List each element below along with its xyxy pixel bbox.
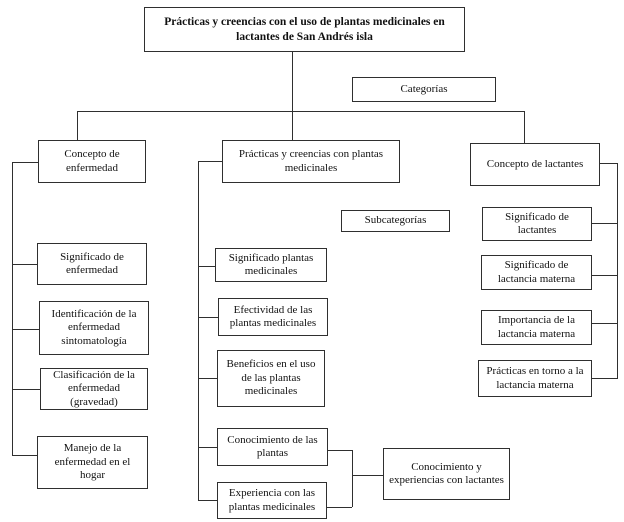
connector-plants-child-5 bbox=[198, 500, 217, 501]
connector-main-horizontal bbox=[77, 111, 525, 112]
node-concepto-de-enfermedad: Concepto de enfermedad bbox=[38, 140, 146, 183]
connector-illness-child-2 bbox=[12, 329, 40, 330]
node-conocimiento-y-experiencias: Conocimiento y experiencias con lactantes bbox=[383, 448, 510, 500]
connector-infants-child-1 bbox=[592, 223, 617, 224]
connector-plants-out bbox=[198, 161, 222, 162]
node-efectividad-de-las-plantas: Efectividad de las plantas medicinales bbox=[218, 298, 328, 336]
connector-illness-child-1 bbox=[12, 264, 37, 265]
connector-illness-child-3 bbox=[12, 389, 40, 390]
node-title: Prácticas y creencias con el uso de plantas medicinales en lactantes de San Andrés isla bbox=[144, 7, 465, 52]
connector-plants-child-4 bbox=[198, 447, 217, 448]
connector-merge-rail bbox=[352, 450, 353, 507]
connector-infants-rail bbox=[617, 163, 618, 379]
node-significado-de-enfermedad: Significado de enfermedad bbox=[37, 243, 147, 285]
connector-merge-in bbox=[352, 475, 383, 476]
node-categories-label: Categorías bbox=[352, 77, 496, 102]
node-manejo-de-la-enfermedad: Manejo de la enfermedad en el hogar bbox=[37, 436, 148, 489]
node-concepto-de-lactantes: Concepto de lactantes bbox=[470, 143, 600, 186]
connector-plants-child-2 bbox=[198, 317, 218, 318]
node-practicas-en-torno-lactancia: Prácticas en torno a la lactancia materna bbox=[478, 360, 592, 397]
connector-infants-child-4 bbox=[592, 378, 617, 379]
connector-stub-illness bbox=[77, 111, 78, 140]
node-importancia-de-la-lactancia: Importancia de la lactancia materna bbox=[481, 310, 592, 345]
node-significado-de-lactancia-materna: Significado de lactancia materna bbox=[481, 255, 592, 290]
node-beneficios-en-el-uso: Beneficios en el uso de las plantas medicinales bbox=[217, 350, 325, 407]
connector-illness-child-4 bbox=[12, 455, 37, 456]
connector-plants-child-3 bbox=[198, 378, 217, 379]
node-experiencia-con-las-plantas: Experiencia con las plantas medicinales bbox=[217, 482, 327, 519]
node-identificacion-de-la-enfermedad: Identificación de la enfermedad sintomatología bbox=[39, 301, 149, 355]
connector-plants-rail bbox=[198, 161, 199, 500]
node-practicas-y-creencias-con-plantas: Prácticas y creencias con plantas medicinales bbox=[222, 140, 400, 183]
node-conocimiento-de-las-plantas: Conocimiento de las plantas bbox=[217, 428, 328, 466]
connector-illness-out bbox=[12, 162, 38, 163]
connector-infants-child-2 bbox=[592, 275, 617, 276]
connector-infants-out bbox=[600, 163, 617, 164]
connector-merge-bottom bbox=[327, 507, 352, 508]
connector-illness-rail bbox=[12, 162, 13, 455]
connector-stub-plants bbox=[292, 111, 293, 140]
connector-stub-infants bbox=[524, 111, 525, 143]
connector-plants-child-1 bbox=[198, 266, 215, 267]
node-significado-de-lactantes: Significado de lactantes bbox=[482, 207, 592, 241]
node-significado-plantas-medicinales: Significado plantas medicinales bbox=[215, 248, 327, 282]
connector-merge-top bbox=[328, 450, 352, 451]
connector-root-vertical bbox=[292, 52, 293, 111]
node-clasificacion-de-la-enfermedad: Clasificación de la enfermedad (gravedad) bbox=[40, 368, 148, 410]
node-subcategories-label: Subcategorías bbox=[341, 210, 450, 232]
connector-infants-child-3 bbox=[592, 323, 617, 324]
